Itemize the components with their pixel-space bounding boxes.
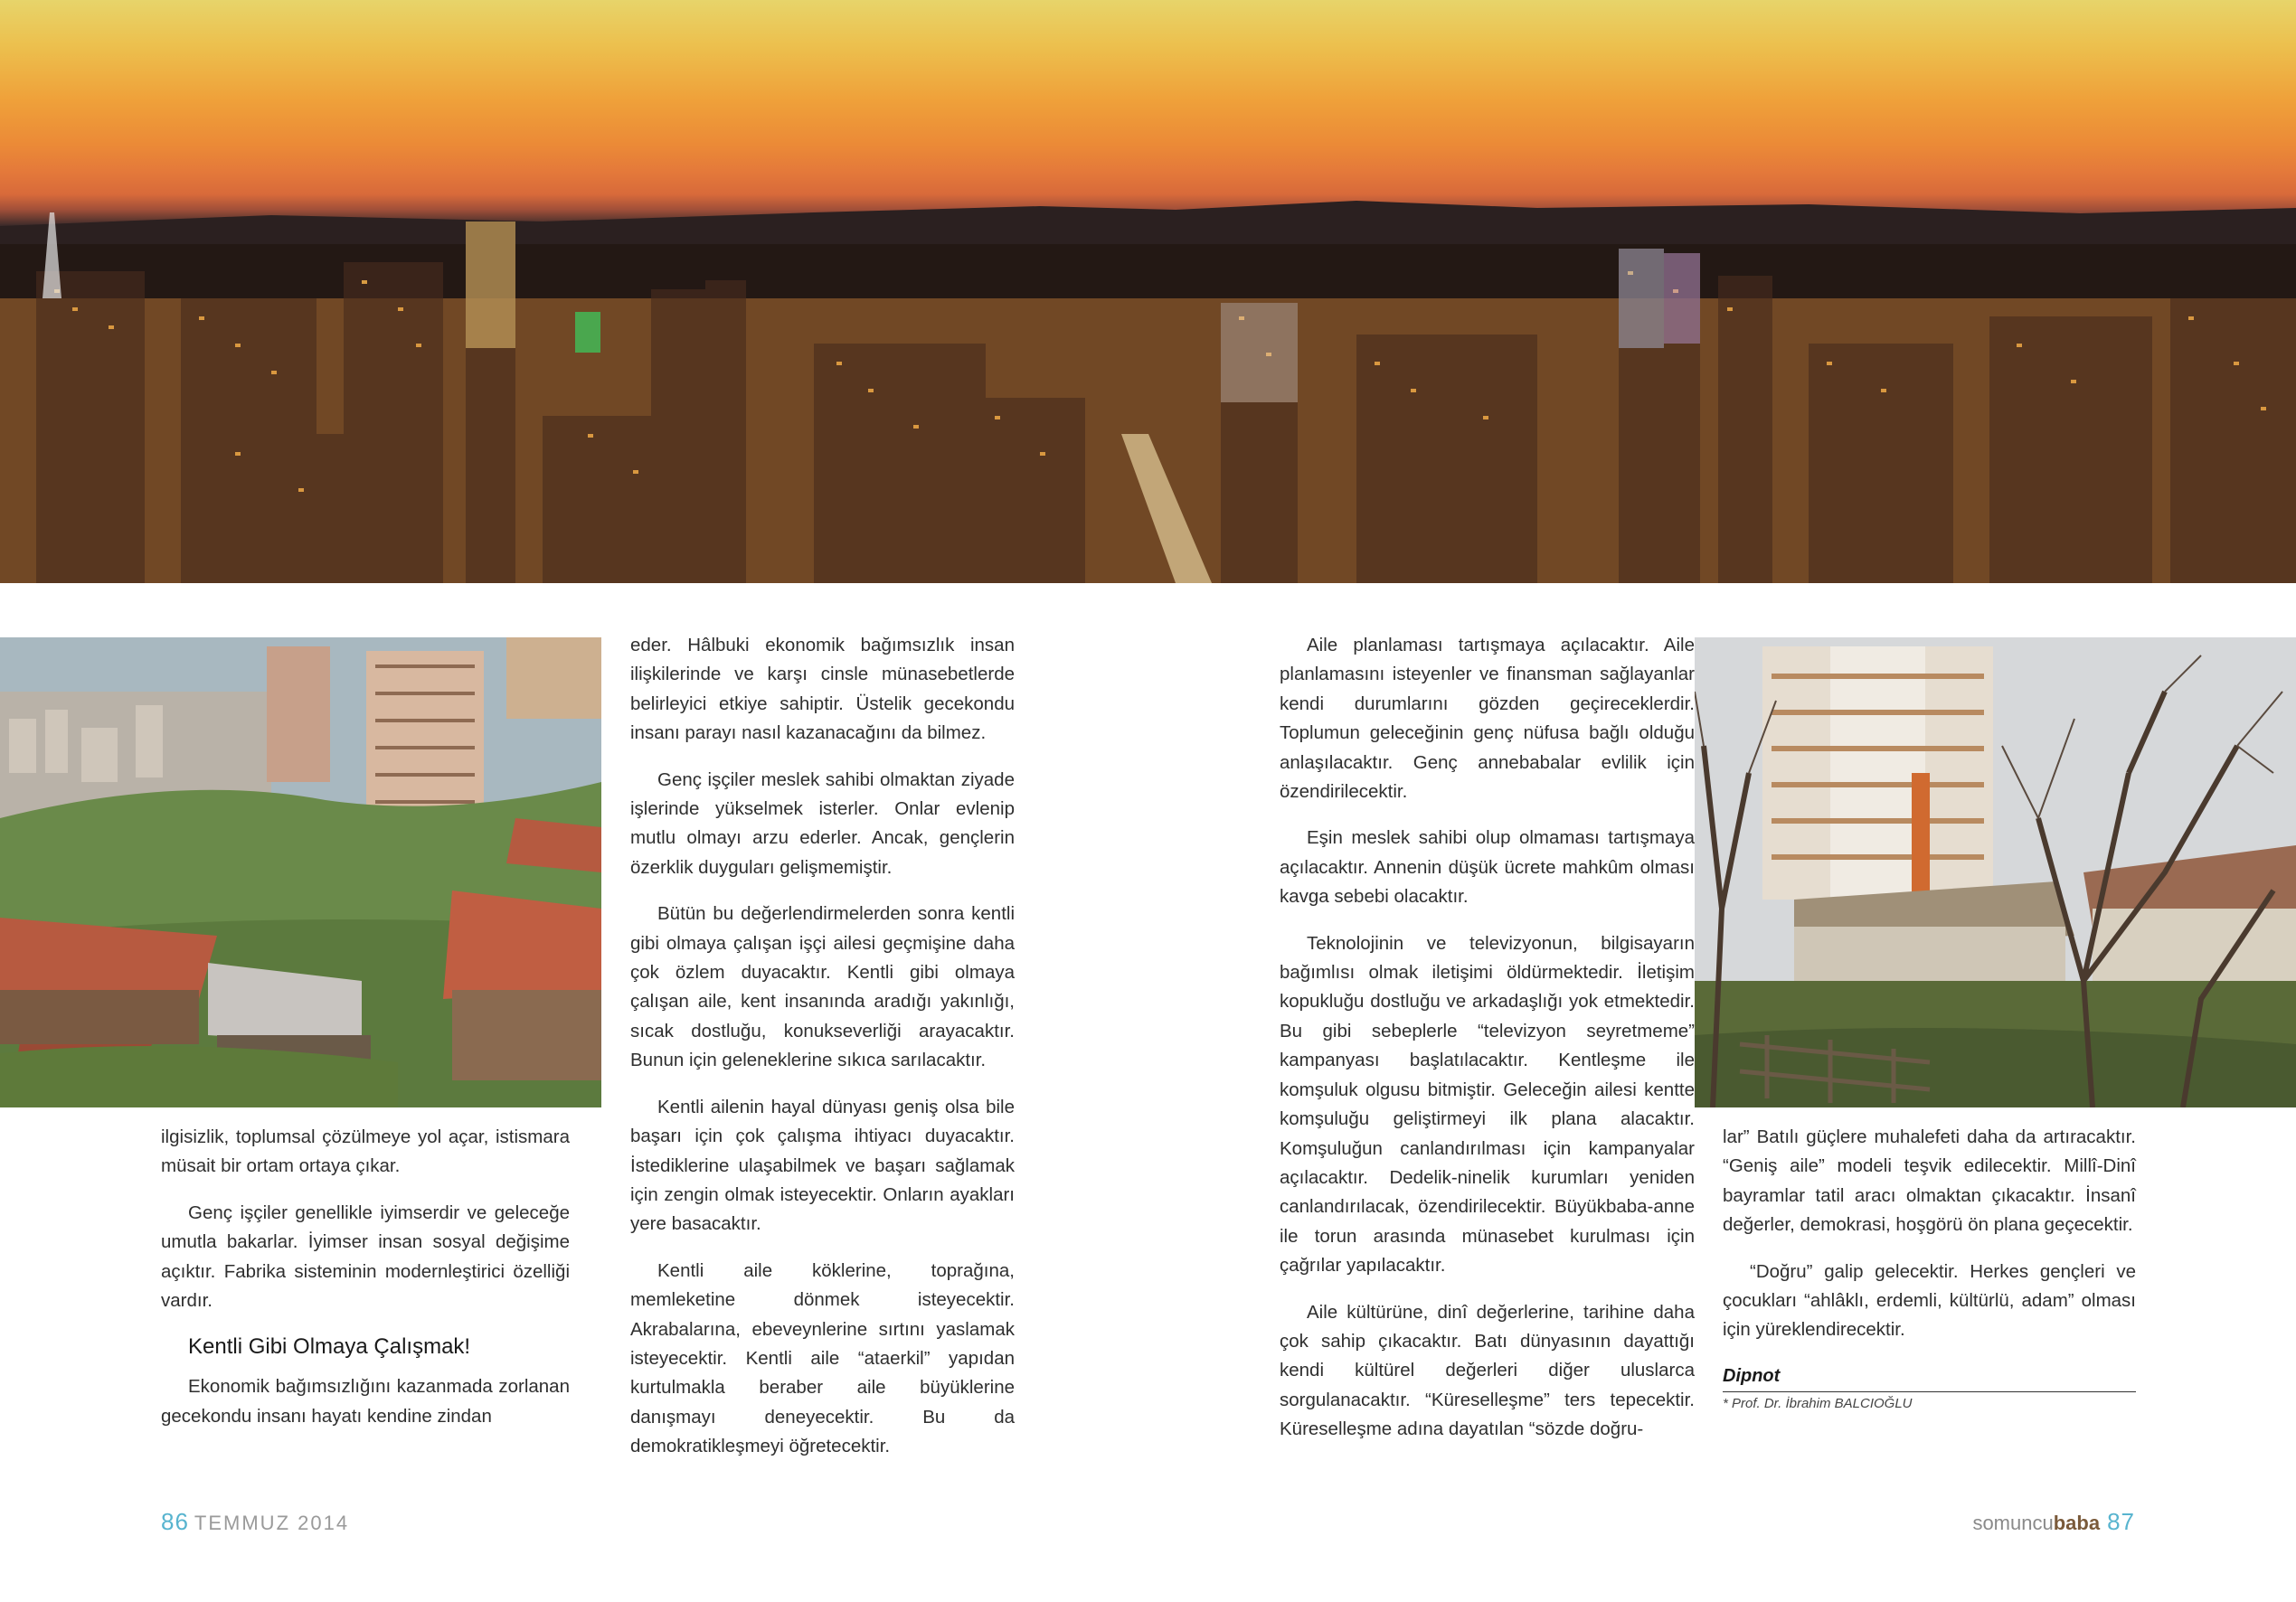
page-number-left: 86 bbox=[161, 1508, 189, 1535]
paragraph: Aile planlaması tartışmaya açılacaktır. Aile planlamasını isteyenler ve finansman sağlayanlar kendi durumlarını gözden geçireceklerdir. Toplumun geleceğinin genç nüfusa bağlı olduğu anlaşılacaktır. Genç annebabalar evlilik için özendirilecektir. bbox=[1280, 635, 1695, 803]
paragraph: “Doğru” galip gelecektir. Herkes gençleri ve çocukları “ahlâklı, erdemli, kültürlü, adam” olması için yüreklendirecektir. bbox=[1723, 1260, 2136, 1341]
gecekondu-houses-image bbox=[0, 637, 601, 1107]
paragraph: Teknolojinin ve televizyonun, bilgisayarın bağımlısı olmak iletişimi öldürmektedir. İletişim kopukluğu dostluğu ve arkadaşlığı yok etmektedir. Bu gibi sebeplerle “televizyon seyretmeme” kampanyası başlatılacaktır. Kentleşme ile komşuluk olgusu bitmiştir. Geleceğin ailesi kentte komşuluğu geliştirmeyi ilk plana alacaktır. Komşuluğun canlandırılması için kampanyalar açılacaktır. Dedelik-ninelik kurumları yeniden canlandırılacak, özendirilecektir. Büyükbaba-anne ile torun arasında münasebet kurulması için çağrılar yapılacaktır. bbox=[1280, 932, 1695, 1277]
paragraph: Genç işçiler genellikle iyimserdir ve geleceğe umutla bakarlar. İyimser insan sosyal değişime açıktır. Fabrika sisteminin modernleştirici özelliği vardır. bbox=[161, 1202, 570, 1312]
section-heading: Kentli Gibi Olmaya Çalışmak! bbox=[188, 1334, 471, 1360]
apartment-trees-photo bbox=[1695, 637, 2296, 1107]
paragraph: Bütün bu değerlendirmelerden sonra kentli gibi olmaya çalışan işçi ailesi geçmişine daha çok özlem duyacaktır. Kentli gibi olmaya çalışan aile, kent insanında aradığı yakınlığı, sıcak dostluğu, konukseverliği arayacaktır. Bunun için geleneklerine sıkıca sarılacaktır. bbox=[630, 903, 1015, 1071]
footnote-text: * Prof. Dr. İbrahim BALCIOĞLU bbox=[1723, 1395, 1913, 1411]
footnote-title: Dipnot bbox=[1723, 1362, 2136, 1392]
brand-name-part2: baba bbox=[2053, 1512, 2101, 1534]
left-folio bbox=[161, 1508, 349, 1536]
text-column-3 bbox=[1280, 631, 1695, 1462]
apartment-old-houses-image bbox=[1695, 637, 2296, 1107]
paragraph: Kentli ailenin hayal dünyası geniş olsa bile başarı için çok çalışma ihtiyacı duyacaktır. İstediklerine ulaşabilmek ve başarı sağlamak için zengin olmak isteyecektir. Onların ayakları yere basacaktır. bbox=[630, 1096, 1015, 1235]
hero-city-photo bbox=[0, 0, 2296, 583]
issue-date: TEMMUZ 2014 bbox=[194, 1512, 350, 1534]
paragraph: Genç işçiler meslek sahibi olmaktan ziyade işlerinde yükselmek isterler. Onlar evlenip mutlu olmayı arzu ederler. Ancak, gençlerin özerklik duyguları gelişmemiştir. bbox=[630, 768, 1015, 878]
paragraph: Kentli aile köklerine, toprağına, memleketine dönmek isteyecektir. Akrabalarına, ebeveynlerine sırtını yaslamak isteyecektir. Kentli aile “ataerkil” yapıdan kurtulmakla beraber aile büyüklerine danışmayı deneyecektir. Bu da demokratikleşmeyi öğretecektir. bbox=[630, 1259, 1015, 1457]
paragraph: lar” Batılı güçlere muhalefeti daha da artıracaktır. “Geniş aile” modeli teşvik edilecektir. Millî-Dinî bayramlar tatil aracı olmaktan çıkacaktır. İnsanî değerler, demokrasi, hoşgörü ön plana geçecektir. bbox=[1723, 1126, 2136, 1236]
text-column-2 bbox=[630, 631, 1015, 1479]
paragraph: Eşin meslek sahibi olup olmaması tartışmaya açılacaktır. Annenin düşük ücrete mahkûm olması kavga sebebi olacaktır. bbox=[1280, 827, 1695, 908]
right-folio bbox=[1972, 1508, 2135, 1536]
gecekondu-photo bbox=[0, 637, 601, 1107]
paragraph: eder. Hâlbuki ekonomik bağımsızlık insan ilişkilerinde ve karşı cinsle münasebetlerde belirleyici etkiye sahiptir. Üstelik gecekondu insanı parayı nasıl kazanacağını da bilmez. bbox=[630, 635, 1015, 744]
text-column-1 bbox=[161, 1123, 570, 1448]
brand-name-part1: somuncu bbox=[1972, 1512, 2054, 1534]
paragraph: Aile kültürüne, dinî değerlerine, tarihine daha çok sahip çıkacaktır. Batı dünyasının dayattığı kendi kültürel değerleri diğer uluslarca sorgulanacaktır. “Küreselleşme” ters tepecektir. Küreselleşme adına dayatılan “sözde doğru- bbox=[1280, 1301, 1695, 1440]
page-number-right: 87 bbox=[2107, 1508, 2135, 1535]
paragraph: ilgisizlik, toplumsal çözülmeye yol açar, istismara müsait bir ortam ortaya çıkar. bbox=[161, 1126, 570, 1177]
paragraph: Ekonomik bağımsızlığını kazanmada zorlanan gecekondu insanı hayatı kendine zindan bbox=[161, 1376, 570, 1427]
text-column-4 bbox=[1723, 1123, 2136, 1416]
night-city-skyline bbox=[0, 0, 2296, 583]
